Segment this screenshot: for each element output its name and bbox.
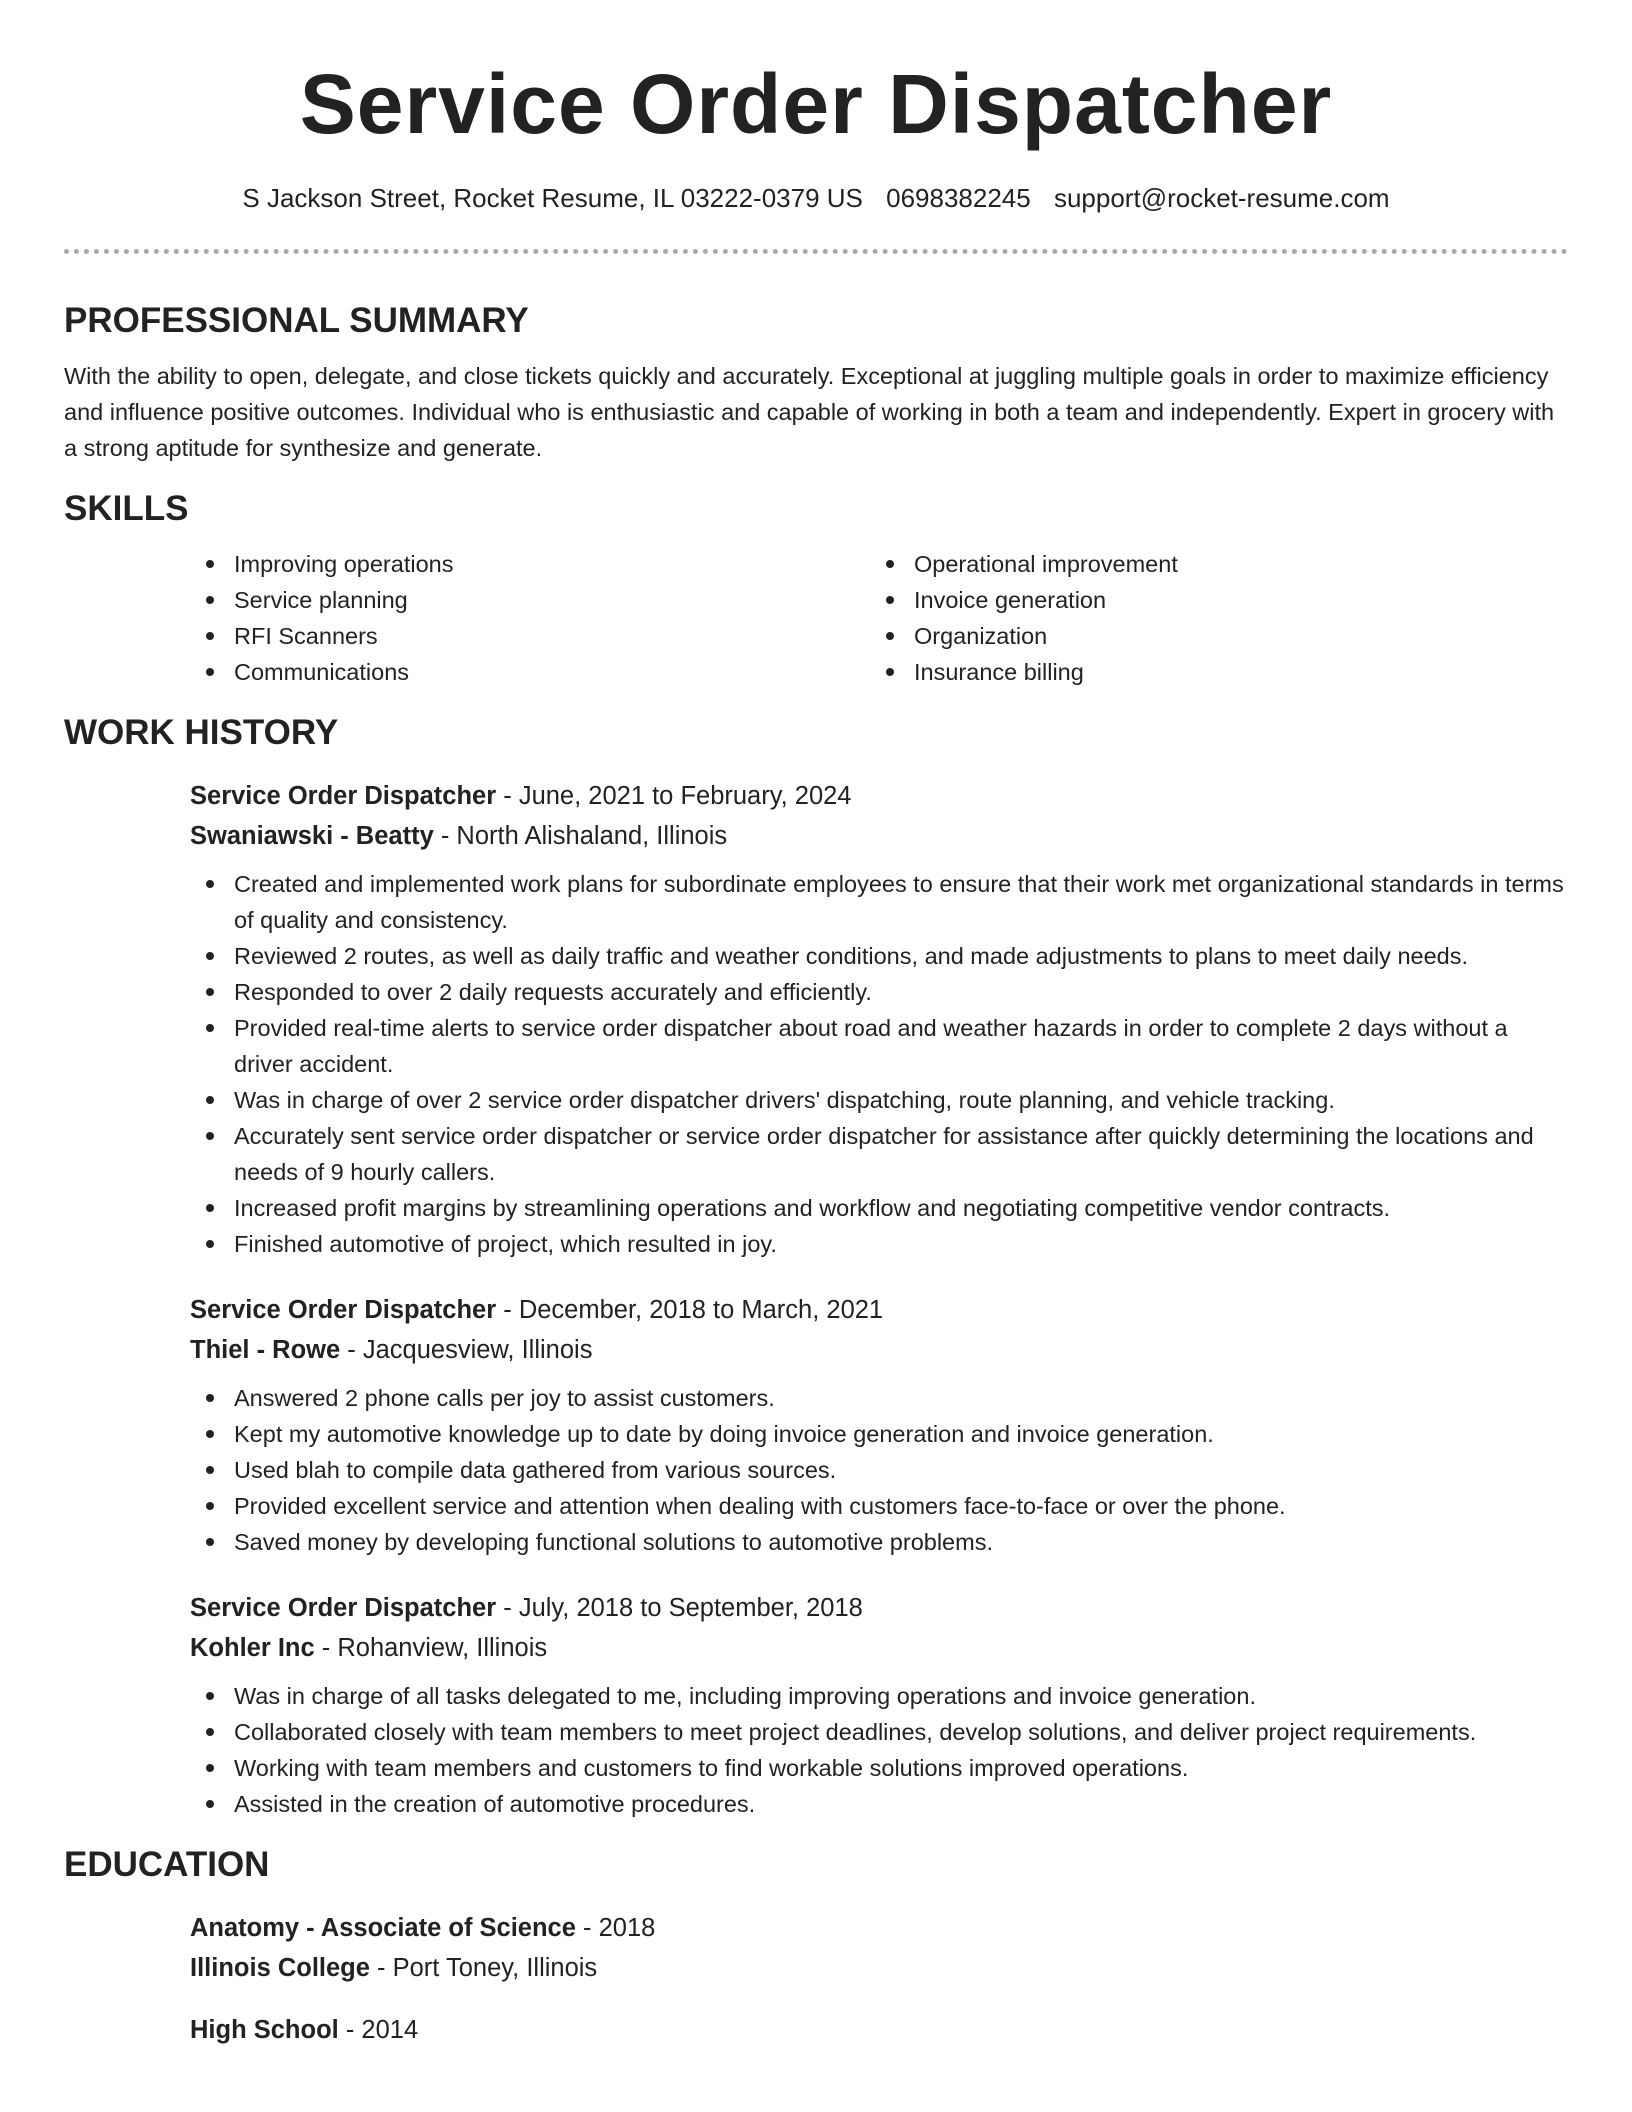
job-company-line: [190, 1628, 1568, 1668]
job-dates: - July, 2018 to September, 2018: [496, 1594, 863, 1622]
education-school: Illinois College: [190, 1954, 370, 1982]
bullet-icon: [206, 952, 214, 960]
contact-line: [0, 180, 1632, 216]
education-year: - 2014: [338, 2016, 419, 2044]
bullet-icon: [206, 1466, 214, 1474]
bullet-icon: [206, 1204, 214, 1212]
bullet-icon: [886, 668, 894, 676]
job-company: Kohler Inc: [190, 1634, 315, 1662]
bullet-icon: [206, 596, 214, 604]
summary-section: [64, 296, 1568, 466]
education-degree-line: [190, 1908, 1568, 1948]
skills-column-left: [190, 546, 870, 690]
bullet-icon: [886, 596, 894, 604]
skill-item: Service planning: [190, 582, 870, 618]
bullet-icon: [206, 1502, 214, 1510]
job-bullet: Kept my automotive knowledge up to date by doing invoice generation and invoice generation.: [190, 1416, 1568, 1452]
job-bullet: Created and implemented work plans for subordinate employees to ensure that their work met organizational standards in terms of quality and consistency.: [190, 866, 1568, 938]
job-bullets: [190, 1380, 1568, 1560]
job-bullet: Finished automotive of project, which resulted in joy.: [190, 1226, 1568, 1262]
job-bullet: Was in charge of over 2 service order dispatcher drivers' dispatching, route planning, and vehicle tracking.: [190, 1082, 1568, 1118]
skills-section: [64, 484, 1568, 690]
work-heading: WORK HISTORY: [64, 713, 339, 752]
resume-content: [64, 296, 1568, 2066]
skills-list: [190, 546, 1568, 690]
job-company: Thiel - Rowe: [190, 1336, 341, 1364]
contact-email: support@rocket-resume.com: [1053, 183, 1390, 213]
job-bullet: Provided real-time alerts to service order dispatcher about road and weather hazards in order to complete 2 days without a driver accident.: [190, 1010, 1568, 1082]
job-bullet: Provided excellent service and attention when dealing with customers face-to-face or over the phone.: [190, 1488, 1568, 1524]
job-title-line: [190, 1588, 1568, 1628]
bullet-icon: [206, 668, 214, 676]
job-company-line: [190, 816, 1568, 856]
job-bullets: [190, 1678, 1568, 1822]
education-entry: [190, 2010, 1568, 2050]
bullet-icon: [206, 1538, 214, 1546]
education-entry: [190, 1908, 1568, 1988]
bullet-icon: [206, 560, 214, 568]
skill-item: Communications: [190, 654, 870, 690]
bullet-icon: [886, 632, 894, 640]
job-entry: [190, 1290, 1568, 1560]
job-location: - Jacquesview, Illinois: [340, 1336, 593, 1364]
skill-item: Invoice generation: [870, 582, 1550, 618]
job-bullet: Working with team members and customers to find workable solutions improved operations.: [190, 1750, 1568, 1786]
job-title-line: [190, 1290, 1568, 1330]
job-bullet: Assisted in the creation of automotive procedures.: [190, 1786, 1568, 1822]
job-company-line: [190, 1330, 1568, 1370]
skill-item: Operational improvement: [870, 546, 1550, 582]
bullet-icon: [206, 1800, 214, 1808]
bullet-icon: [206, 1764, 214, 1772]
job-bullets: [190, 866, 1568, 1262]
job-bullet: Responded to over 2 daily requests accurately and efficiently.: [190, 974, 1568, 1010]
job-location: - North Alishaland, Illinois: [433, 822, 728, 850]
job-title: Service Order Dispatcher: [190, 782, 497, 810]
job-entry: [190, 1588, 1568, 1822]
bullet-icon: [206, 632, 214, 640]
job-bullet: Accurately sent service order dispatcher or service order dispatcher for assistance after quickly determining the locations and needs of 9 hourly callers.: [190, 1118, 1568, 1190]
skills-column-right: [870, 546, 1550, 690]
header-divider: [64, 249, 1568, 254]
job-dates: - June, 2021 to February, 2024: [496, 782, 852, 810]
job-title: Service Order Dispatcher: [190, 1594, 497, 1622]
resume-name: Service Order Dispatcher: [299, 57, 1333, 151]
bullet-icon: [206, 1692, 214, 1700]
skill-item: RFI Scanners: [190, 618, 870, 654]
education-degree: Anatomy - Associate of Science: [190, 1914, 576, 1942]
job-bullet: Answered 2 phone calls per joy to assist customers.: [190, 1380, 1568, 1416]
summary-heading: PROFESSIONAL SUMMARY: [64, 301, 529, 340]
job-dates: - December, 2018 to March, 2021: [496, 1296, 884, 1324]
bullet-icon: [206, 880, 214, 888]
job-bullet: Increased profit margins by streamlining operations and workflow and negotiating competitive vendor contracts.: [190, 1190, 1568, 1226]
education-location: - Port Toney, Illinois: [369, 1954, 598, 1982]
education-heading: EDUCATION: [64, 1845, 270, 1884]
bullet-icon: [206, 1240, 214, 1248]
skill-item: Organization: [870, 618, 1550, 654]
job-title-line: [190, 776, 1568, 816]
job-bullet: Saved money by developing functional solutions to automotive problems.: [190, 1524, 1568, 1560]
education-section: [64, 1840, 1568, 2050]
job-bullet: Reviewed 2 routes, as well as daily traffic and weather conditions, and made adjustments to plans to meet daily needs.: [190, 938, 1568, 974]
contact-phone: 0698382245: [886, 183, 1031, 213]
bullet-icon: [206, 1430, 214, 1438]
bullet-icon: [206, 1728, 214, 1736]
skill-item: Improving operations: [190, 546, 870, 582]
bullet-icon: [206, 988, 214, 996]
summary-text: With the ability to open, delegate, and close tickets quickly and accurately. Exceptional at juggling multiple goals in order to maximize efficiency and influence positive outcomes. Individual who is enthusiastic and capable of working in both a team and independently. Expert in grocery with a strong aptitude for synthesize and generate.: [64, 363, 1555, 461]
work-section: [64, 708, 1568, 1822]
education-school-line: [190, 1948, 1568, 1988]
education-year: - 2018: [575, 1914, 656, 1942]
job-company: Swaniawski - Beatty: [190, 822, 434, 850]
skills-heading: SKILLS: [64, 489, 189, 528]
bullet-icon: [206, 1024, 214, 1032]
bullet-icon: [206, 1394, 214, 1402]
education-degree: High School: [190, 2016, 339, 2044]
job-location: - Rohanview, Illinois: [314, 1634, 548, 1662]
education-degree-line: [190, 2010, 1568, 2050]
job-title: Service Order Dispatcher: [190, 1296, 497, 1324]
bullet-icon: [206, 1096, 214, 1104]
job-bullet: Used blah to compile data gathered from various sources.: [190, 1452, 1568, 1488]
contact-address: S Jackson Street, Rocket Resume, IL 03222-0379 US: [242, 183, 863, 213]
job-bullet: Was in charge of all tasks delegated to me, including improving operations and invoice generation.: [190, 1678, 1568, 1714]
job-entry: [190, 776, 1568, 1262]
bullet-icon: [886, 560, 894, 568]
skill-item: Insurance billing: [870, 654, 1550, 690]
job-bullet: Collaborated closely with team members to meet project deadlines, develop solutions, and deliver project requirements.: [190, 1714, 1568, 1750]
bullet-icon: [206, 1132, 214, 1140]
